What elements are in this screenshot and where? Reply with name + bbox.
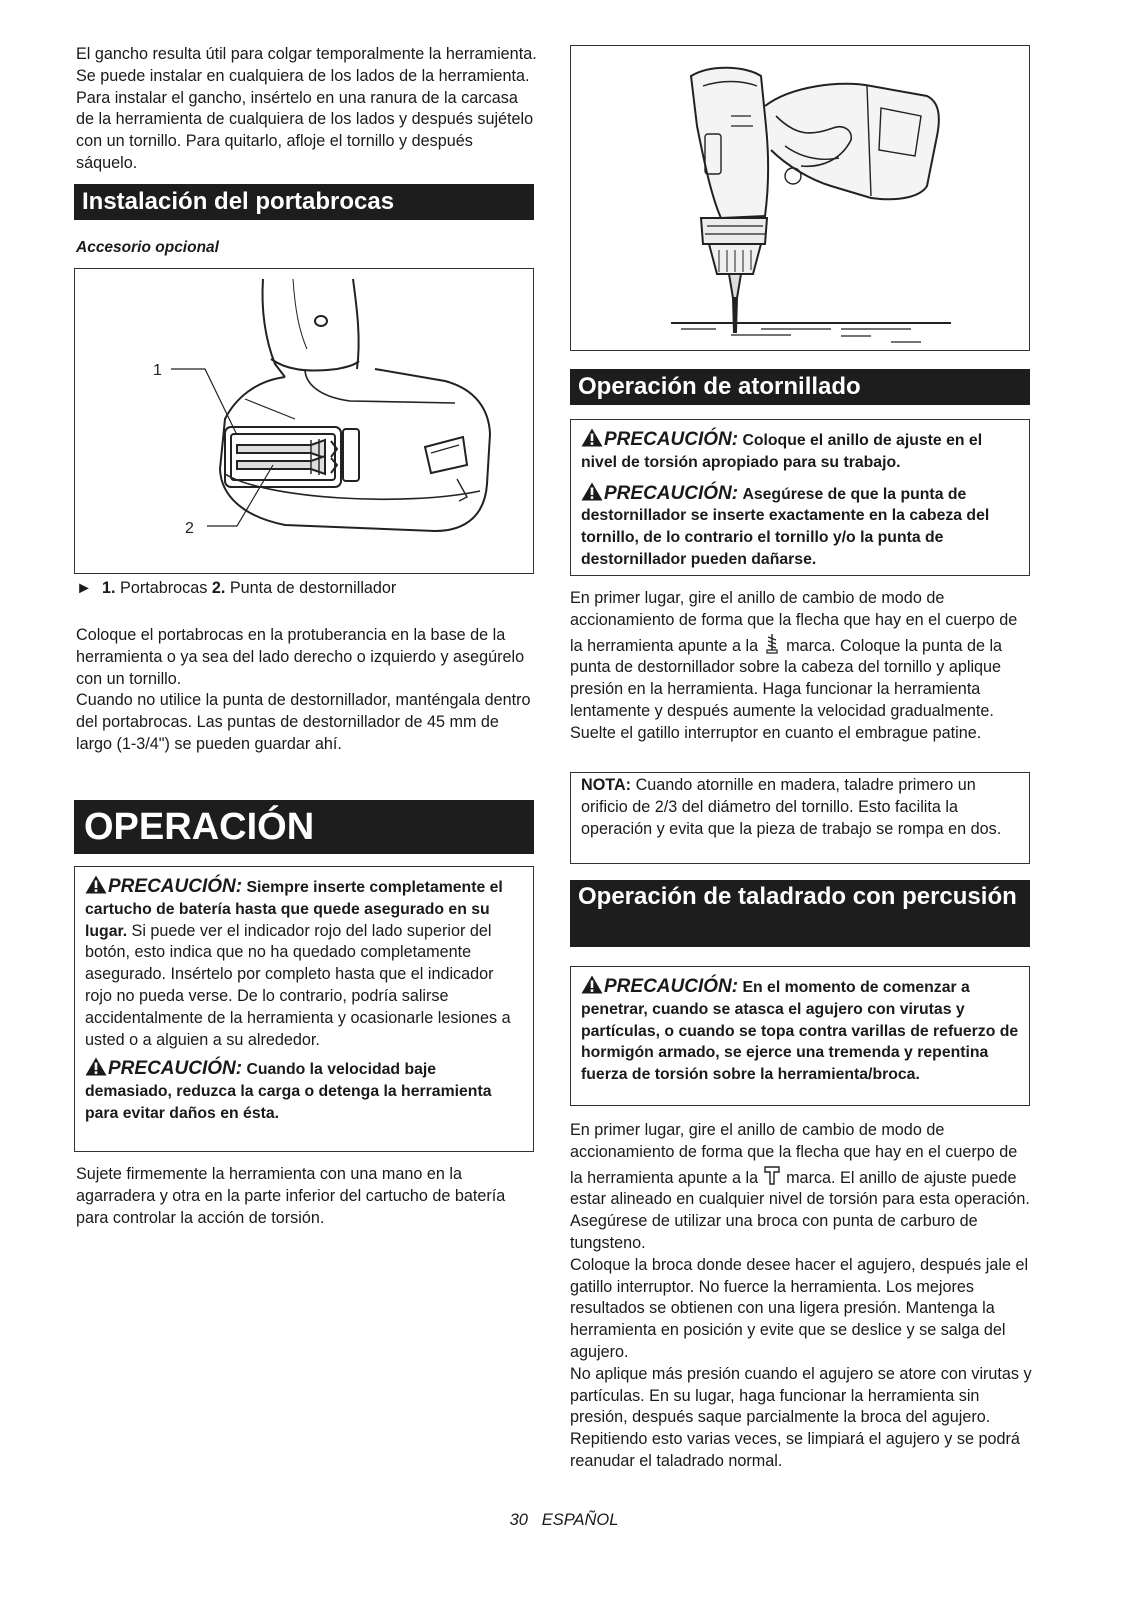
screwdriving-figure xyxy=(570,45,1030,351)
caution-torque: PRECAUCIÓN: Coloque el anillo de ajuste en el nivel de torsión apropiado para su trabajo. xyxy=(581,429,983,471)
callout-1: 1 xyxy=(153,362,162,379)
caution-torque-reaction: PRECAUCIÓN: En el momento de comenzar a penetrar, cuando se atasca el agujero con virutas y partículas, o cuando se topa contra varillas de refuerzo de hormigón armado, se ejerce una tremenda y repentina fuerza de torsión sobre la herramienta/broca. xyxy=(581,976,1019,1084)
warning-icon xyxy=(85,1057,107,1076)
drill-illustration xyxy=(571,46,1028,349)
page-language: ESPAÑOL xyxy=(541,1511,619,1529)
section-heading-hammer-drilling: Operación de taladrado con percusión xyxy=(570,880,1030,947)
section-heading-operation: OPERACIÓN xyxy=(74,800,534,854)
drill-base-illustration xyxy=(75,269,532,572)
holder-text xyxy=(76,625,538,756)
caution-speed: PRECAUCIÓN: Cuando la velocidad baje demasiado, reduzca la carga o detenga la herramienta para evitar daños en ésta. xyxy=(85,1058,492,1122)
holder-paragraph-2: Cuando no utilice la punta de destornillador, manténgala dentro del portabrocas. Las puntas de destornillador de 45 mm de largo (1-3/4") se pueden guardar ahí. xyxy=(76,691,531,753)
warning-icon xyxy=(581,975,603,994)
hammer-paragraph-1: En primer lugar, gire el anillo de cambio de modo de accionamiento de forma que la flecha que hay en el cuerpo de la herramienta apunte a la marca. El anillo de ajuste puede estar alineado en cualquier nivel de torsión para esta operación. xyxy=(570,1121,1030,1209)
page-number: 30 xyxy=(509,1511,528,1529)
note-text: NOTA: Cuando atornille en madera, taladre primero un orificio de 2/3 del diámetro del tornillo. Esto facilita la operación y evita que la pieza de trabajo se rompa en dos. xyxy=(581,776,1002,838)
hammer-paragraph-2: Asegúrese de utilizar una broca con punta de carburo de tungsteno. xyxy=(570,1212,978,1252)
holder-paragraph-1: Coloque el portabrocas en la protuberancia en la base de la herramienta o ya sea del lado derecho o izquierdo y asegúrelo con un tornillo. xyxy=(76,626,525,688)
hammer-text xyxy=(570,1120,1032,1473)
caution-bit-fit: PRECAUCIÓN: Asegúrese de que la punta de destornillador se inserte exactamente en la cabeza del tornillo, de lo contrario el tornillo y/o la punta de destornillador pueden dañarse. xyxy=(581,482,990,568)
caution-box-screwdriving xyxy=(570,419,1030,576)
section-heading-holder: Instalación del portabrocas xyxy=(74,184,534,220)
caution-box-hammer xyxy=(570,966,1030,1106)
section-heading-screwdriving: Operación de atornillado xyxy=(570,369,1030,405)
bit-holder-figure xyxy=(74,268,534,574)
optional-accessory-label: Accesorio opcional xyxy=(76,239,219,256)
hammer-paragraph-4: No aplique más presión cuando el agujero se atore con virutas y partículas. En su lugar, haga funcionar la herramienta sin presión, después saque parcialmente la broca del agujero. Repitiendo esto varias veces, se limpiará el agujero y se podrá reanudar el taladrado normal. xyxy=(570,1364,1032,1470)
hammer-mode-icon xyxy=(762,1164,782,1186)
figure-caption: ► 1. Portabrocas 2. Punta de destornillador xyxy=(76,579,397,597)
page-footer xyxy=(0,1511,1128,1530)
callout-2: 2 xyxy=(185,520,194,537)
note-box xyxy=(570,772,1030,864)
caution-battery: PRECAUCIÓN: Siempre inserte completamente el cartucho de batería hasta que quede asegurado en su lugar. Si puede ver el indicador rojo del lado superior del botón, esto indica que no ha quedado completamente asegurado. Insértelo por completo hasta que el indicador rojo no pueda verse. De lo contrario, podría salirse accidentalmente de la herramienta y ocasionarle lesiones a usted o a alguien a su alrededor. xyxy=(85,876,511,1049)
warning-icon xyxy=(85,875,107,894)
screwdriving-paragraph: En primer lugar, gire el anillo de cambio de modo de accionamiento de forma que la flecha que hay en el cuerpo de la herramienta apunte a la marca. Coloque la punta de la punta de destornillador sobre la cabeza del tornillo y aplique presión en la herramienta. Haga funcionar la herramienta lentamente y después aumente la velocidad gradualmente. Suelte el gatillo interruptor en cuanto el embrague patine. xyxy=(570,589,1018,742)
warning-icon xyxy=(581,482,603,501)
hammer-paragraph-3: Coloque la broca donde desee hacer el agujero, después jale el gatillo interruptor. No fuerce la herramienta. Los mejores resultados se obtienen con una ligera presión. Mantenga la herramienta en posición y evite que se deslice y se salga del agujero. xyxy=(570,1255,1029,1361)
warning-icon xyxy=(581,428,603,447)
screw-mode-icon xyxy=(762,632,782,654)
hold-tool-paragraph: Sujete firmemente la herramienta con una mano en la agarradera y otra en la parte inferior del cartucho de batería para controlar la acción de torsión. xyxy=(76,1165,506,1227)
caution-box-battery xyxy=(74,866,534,1152)
hook-paragraph: El gancho resulta útil para colgar temporalmente la herramienta. Se puede instalar en cualquiera de los lados de la herramienta. Para instalar el gancho, insértelo en una ranura de la carcasa de la herramienta de cualquiera de los lados y después sujételo con un tornillo. Para quitarlo, afloje el tornillo y después sáquelo. xyxy=(76,45,537,172)
